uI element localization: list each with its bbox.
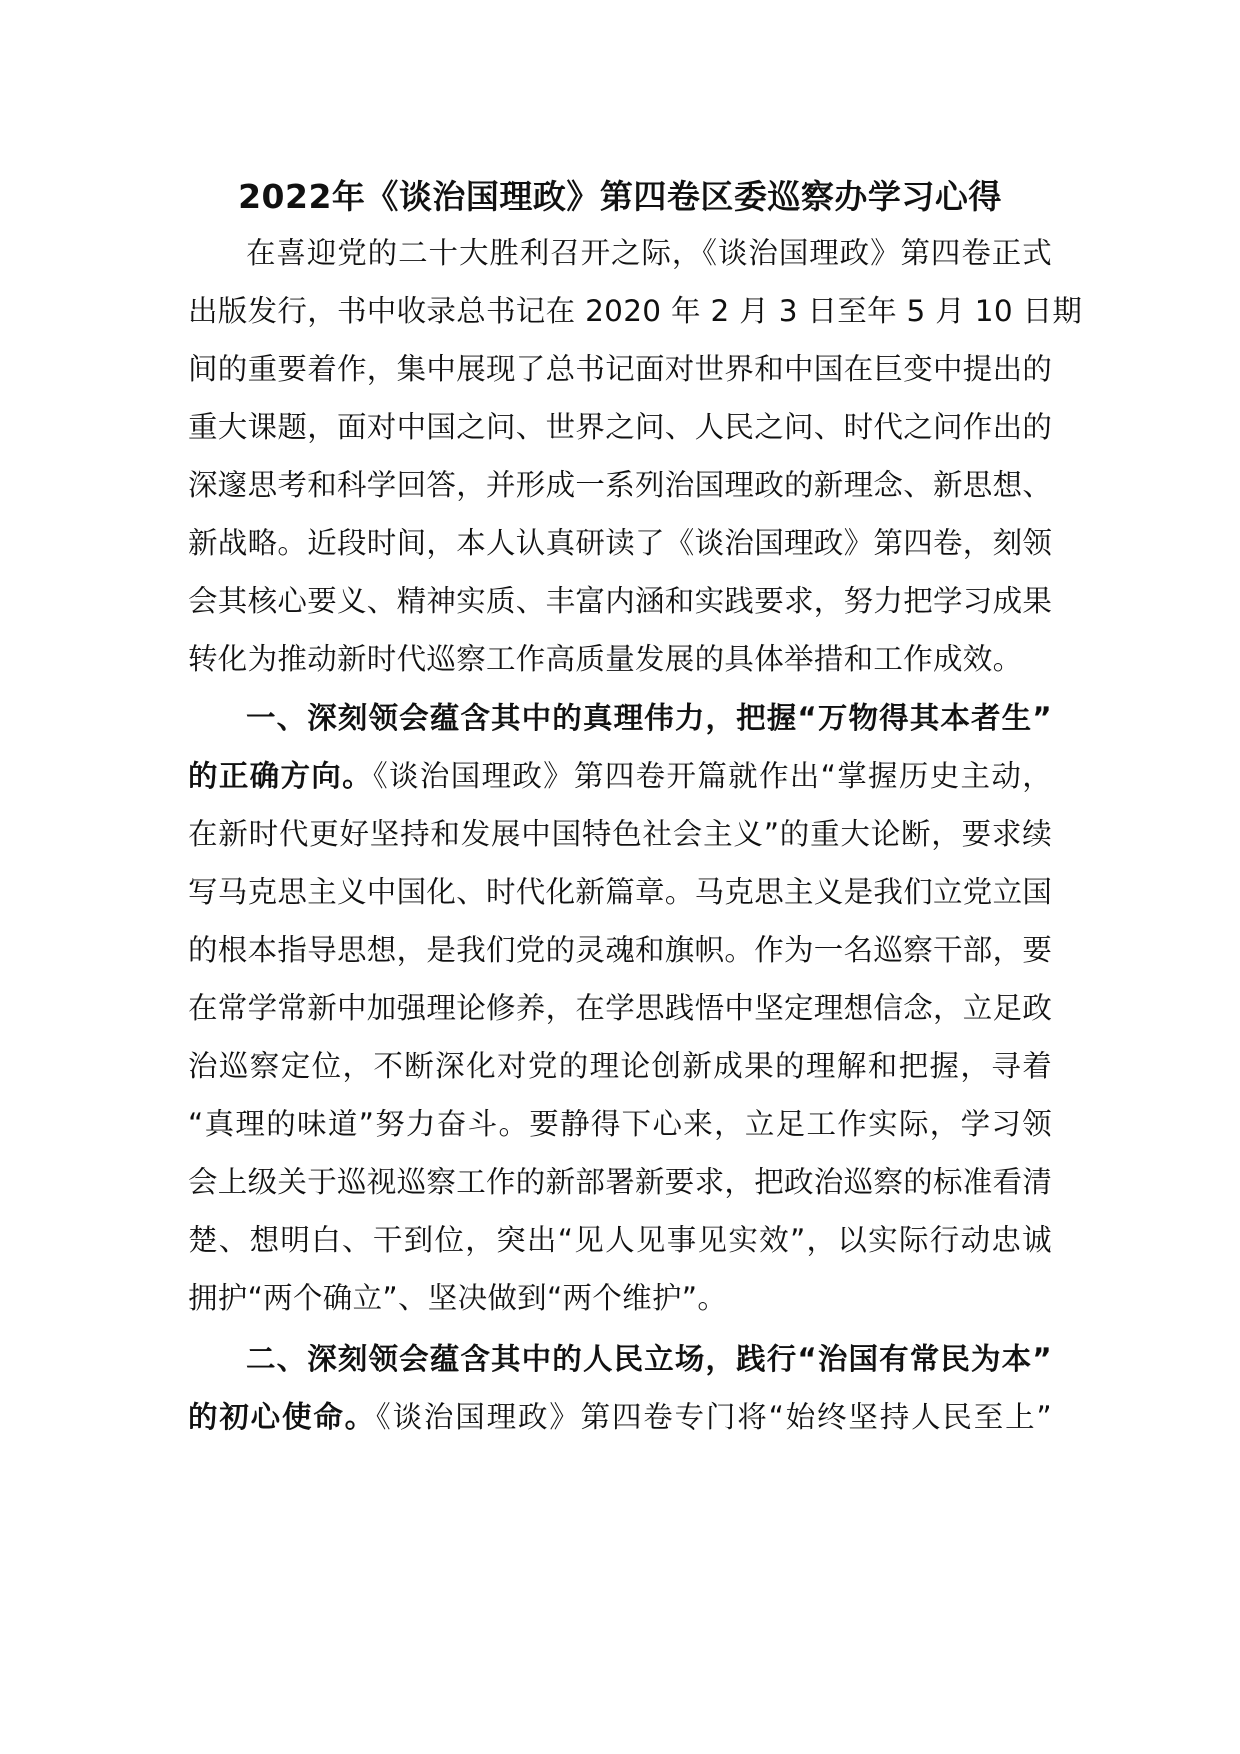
body-text: 会其核心要义、精神实质、丰富内涵和实践要求，努力把学习成果 bbox=[188, 584, 1053, 618]
body-text: 间的重要着作，集中展现了总书记面对世界和中国在巨变中提出的 bbox=[188, 352, 1053, 386]
body-line bbox=[188, 290, 1083, 332]
body-line bbox=[188, 406, 1052, 448]
body-text: 在新时代更好坚持和发展中国特色社会主义”的重大论断，要求续 bbox=[188, 817, 1052, 851]
body-text: 拥护“两个确立”、坚决做到“两个维护”。 bbox=[188, 1281, 728, 1315]
body-line bbox=[188, 871, 1052, 913]
body-line bbox=[188, 464, 1052, 506]
body-line bbox=[188, 1277, 1052, 1319]
body-text: 出版发行，书中收录总书记在 2020 年 2 月 3 日至年 5 月 10 日期 bbox=[188, 294, 1083, 328]
body-text: 转化为推动新时代巡察工作高质量发展的具体举措和工作成效。 bbox=[188, 642, 1023, 676]
body-line bbox=[246, 697, 1052, 739]
body-text: 新战略。近段时间，本人认真研读了《谈治国理政》第四卷，刻领 bbox=[188, 526, 1053, 560]
body-line bbox=[188, 987, 1052, 1029]
body-text: 在常学常新中加强理论修养，在学思践悟中坚定理想信念，立足政 bbox=[188, 991, 1053, 1025]
body-text: 《谈治国理政》第四卷专门将“始终坚持人民至上” bbox=[376, 1400, 1052, 1434]
body-text: 的根本指导思想，是我们党的灵魂和旗帜。作为一名巡察干部，要 bbox=[188, 933, 1053, 967]
body-text: 楚、想明白、干到位，突出“见人见事见实效”，以实际行动忠诚 bbox=[188, 1223, 1052, 1257]
section-heading: 的初心使命。 bbox=[188, 1400, 377, 1434]
body-text: 写马克思主义中国化、时代化新篇章。马克思主义是我们立党立国 bbox=[188, 875, 1053, 909]
section-heading: 一、深刻领会蕴含其中的真理伟力，把握“万物得其本者生” bbox=[246, 701, 1052, 735]
body-line bbox=[188, 522, 1052, 564]
body-line bbox=[188, 929, 1052, 971]
body-text: 治巡察定位，不断深化对党的理论创新成果的理解和把握，寻着 bbox=[188, 1049, 1052, 1083]
document-title: 2022年《谈治国理政》第四卷区委巡察办学习心得 bbox=[238, 177, 1002, 216]
body-line bbox=[188, 580, 1052, 622]
body-text: “真理的味道”努力奋斗。要静得下心来，立足工作实际，学习领 bbox=[188, 1107, 1052, 1141]
body-line bbox=[246, 1338, 1052, 1380]
body-line bbox=[188, 1396, 1052, 1438]
body-line bbox=[246, 232, 1052, 274]
body-line bbox=[188, 1161, 1052, 1203]
body-line bbox=[188, 1103, 1052, 1145]
body-text: 《谈治国理政》第四卷开篇就作出“掌握历史主动， bbox=[372, 759, 1052, 793]
body-text: 会上级关于巡视巡察工作的新部署新要求，把政治巡察的标准看清 bbox=[188, 1165, 1053, 1199]
body-line bbox=[188, 348, 1052, 390]
section-heading: 二、深刻领会蕴含其中的人民立场，践行“治国有常民为本” bbox=[246, 1342, 1052, 1376]
body-text: 在喜迎党的二十大胜利召开之际，《谈治国理政》第四卷正式 bbox=[246, 236, 1052, 270]
body-line bbox=[188, 813, 1052, 855]
body-line bbox=[188, 755, 1052, 797]
section-heading: 的正确方向。 bbox=[188, 759, 373, 793]
body-line bbox=[188, 1219, 1052, 1261]
body-line bbox=[188, 638, 1052, 680]
body-text: 重大课题，面对中国之问、世界之问、人民之问、时代之问作出的 bbox=[188, 410, 1053, 444]
body-text: 深邃思考和科学回答，并形成一系列治国理政的新理念、新思想、 bbox=[188, 468, 1053, 502]
body-line bbox=[188, 1045, 1052, 1087]
